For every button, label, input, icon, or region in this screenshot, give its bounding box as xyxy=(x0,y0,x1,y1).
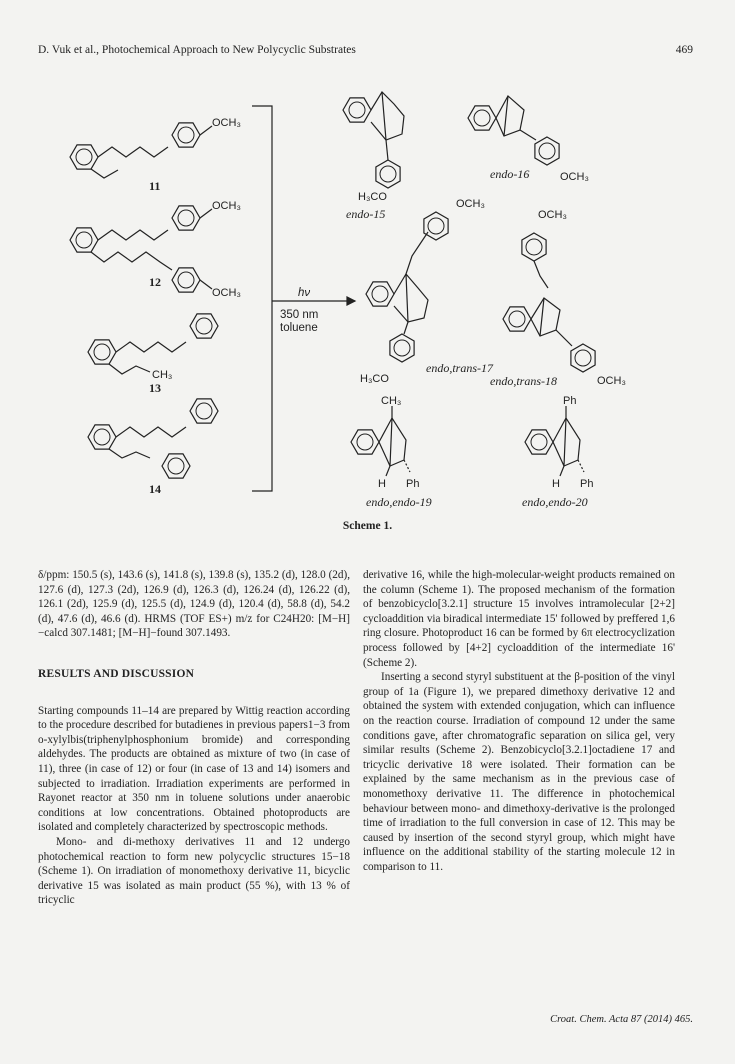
product-label: endo,trans-18 xyxy=(490,374,557,388)
structure-endo-15 xyxy=(343,92,404,188)
compound-number: 12 xyxy=(149,275,161,289)
product-label: endo-16 xyxy=(490,167,530,181)
ch3-label: CH₃ xyxy=(381,395,402,407)
solvent-label: toluene xyxy=(280,322,318,334)
ph-label: Ph xyxy=(406,478,420,490)
product-label: endo,trans-17 xyxy=(426,361,493,375)
section-heading: RESULTS AND DISCUSSION xyxy=(38,667,195,680)
structure-13 xyxy=(88,314,218,374)
journal-footer: Croat. Chem. Acta 87 (2014) 465. xyxy=(550,1014,693,1025)
och3-label: OCH₃ xyxy=(456,198,485,210)
och3-label: OCH₃ xyxy=(560,171,589,183)
h3co-label: H₃CO xyxy=(360,373,389,385)
structure-14 xyxy=(88,399,218,478)
h3co-label: H₃CO xyxy=(358,191,387,203)
compound-number: 11 xyxy=(149,179,161,193)
product-label: endo-15 xyxy=(346,207,386,221)
compound-number: 14 xyxy=(149,482,161,496)
nmr-paragraph: δ/ppm: 150.5 (s), 143.6 (s), 141.8 (s), 139.8 (s), 135.2 (d), 128.0 (2d), 127.6 (d), 127.3 (2d), 126.9 (d), 126.3 (d), 126.24 (d), 126.22 (d), 126.1 (2d), 125.9 (d), 125.5 (d), 124.9 (d), 120.4 (d), 58.8 (d), 54.2 (d), 47.6 (d), 46.6 (d). HRMS (TOF ES+) m/z for C24H20: [M−H]−calcd 307.1481; [M−H]−found 307.1493. xyxy=(38,569,350,640)
och3-label: OCH₃ xyxy=(538,209,567,221)
och3-label: OCH₃ xyxy=(212,287,241,299)
structure-endo-16 xyxy=(468,96,559,165)
body-paragraph: derivative 16, while the high-molecular-weight products remained on the column (Scheme 1). The proposed mechanism of the formation of benzobicyclo[3.2.1] structure 15 involves intramolecular [2+2] cycloaddition via biradical intermediate 15' followed by preffered 1,6 ring closure. Photoproduct 16 can be formed by 6π electrocyclization process followed by [4+2] cycloaddition of the intermediate 16' (Scheme 2). xyxy=(363,569,675,669)
scheme-caption: Scheme 1. xyxy=(342,520,393,532)
wavelength-label: 350 nm xyxy=(280,309,319,321)
product-label: endo,endo-19 xyxy=(366,495,432,509)
ph-label: Ph xyxy=(563,395,577,407)
header-authors: D. Vuk et al., Photochemical Approach to New Polycyclic Substrates xyxy=(38,44,356,56)
h-label: H xyxy=(378,478,386,490)
body-paragraph: Starting compounds 11–14 are prepared by Wittig reaction according to the procedure described for butadienes in previous papers1−3 from o-xylylbis(triphenylphosphonium bromide) and corresponding aldehydes. The products are obtained as mixture of two (in case of 11), three (in case of 12) or four (in case of 13 and 14) isomers and subjected to irradiation. Irradiation experiments are performed in Rayonet reactor at 350 nm in toluene solutions under anaerobic conditions at low concentrations. Obtained photoproducts are isolated and completely characterized by spectroscopic methods. xyxy=(38,704,350,834)
structure-endo-trans-17 xyxy=(366,212,448,362)
structure-endo-endo-20 xyxy=(525,406,584,476)
ch3-label: CH₃ xyxy=(152,369,173,381)
structure-12 xyxy=(70,206,212,292)
body-paragraph: Inserting a second styryl substituent at the β-position of the vinyl group of 1a (Figure 1), we prepared dimethoxy derivative 12 and obtained the system with extended conjugation, which can influence on the reaction course. Irradiation of compound 12 under the same conditions gave, after chromatografic separation on silica gel, very similar results (Scheme 2). Benzobicyclo[3.2.1]octadiene 17 and tricyclic derivative 18 were isolated. Their formation can be explained by the same mechanism as in the previous case of monomethoxy derivative 11. The difference in photochemical behaviour between mono- and dimethoxy-derivative is the prolonged time of irradiation to the full conversion in case of 12. This may be caused by insertion of the second styryl group, which might have influence on the additional stability of the starting molecule 12 in comparison to 11. xyxy=(363,671,675,873)
structure-endo-endo-19 xyxy=(351,406,410,476)
page-number: 469 xyxy=(675,44,693,56)
left-column xyxy=(38,568,350,908)
product-label: endo,endo-20 xyxy=(522,495,588,509)
ph-label: Ph xyxy=(580,478,594,490)
och3-label: OCH₃ xyxy=(212,200,241,212)
body-paragraph: Mono- and di-methoxy derivatives 11 and 12 undergo photochemical reaction to form new polycyclic structures 15−18 (Scheme 1). On irradiation of monomethoxy derivative 11, bicyclic derivative 15 was isolated as main product (55 %), with 13 % of tricyclic xyxy=(38,835,350,907)
h-label: H xyxy=(552,478,560,490)
och3-label: OCH₃ xyxy=(597,375,626,387)
reactants-bracket xyxy=(252,106,272,491)
compound-number: 13 xyxy=(149,381,161,395)
structure-endo-trans-18 xyxy=(503,233,595,372)
right-column xyxy=(363,568,675,874)
hv-label: hν xyxy=(298,287,311,299)
structure-11 xyxy=(70,123,212,178)
och3-label: OCH₃ xyxy=(212,117,241,129)
